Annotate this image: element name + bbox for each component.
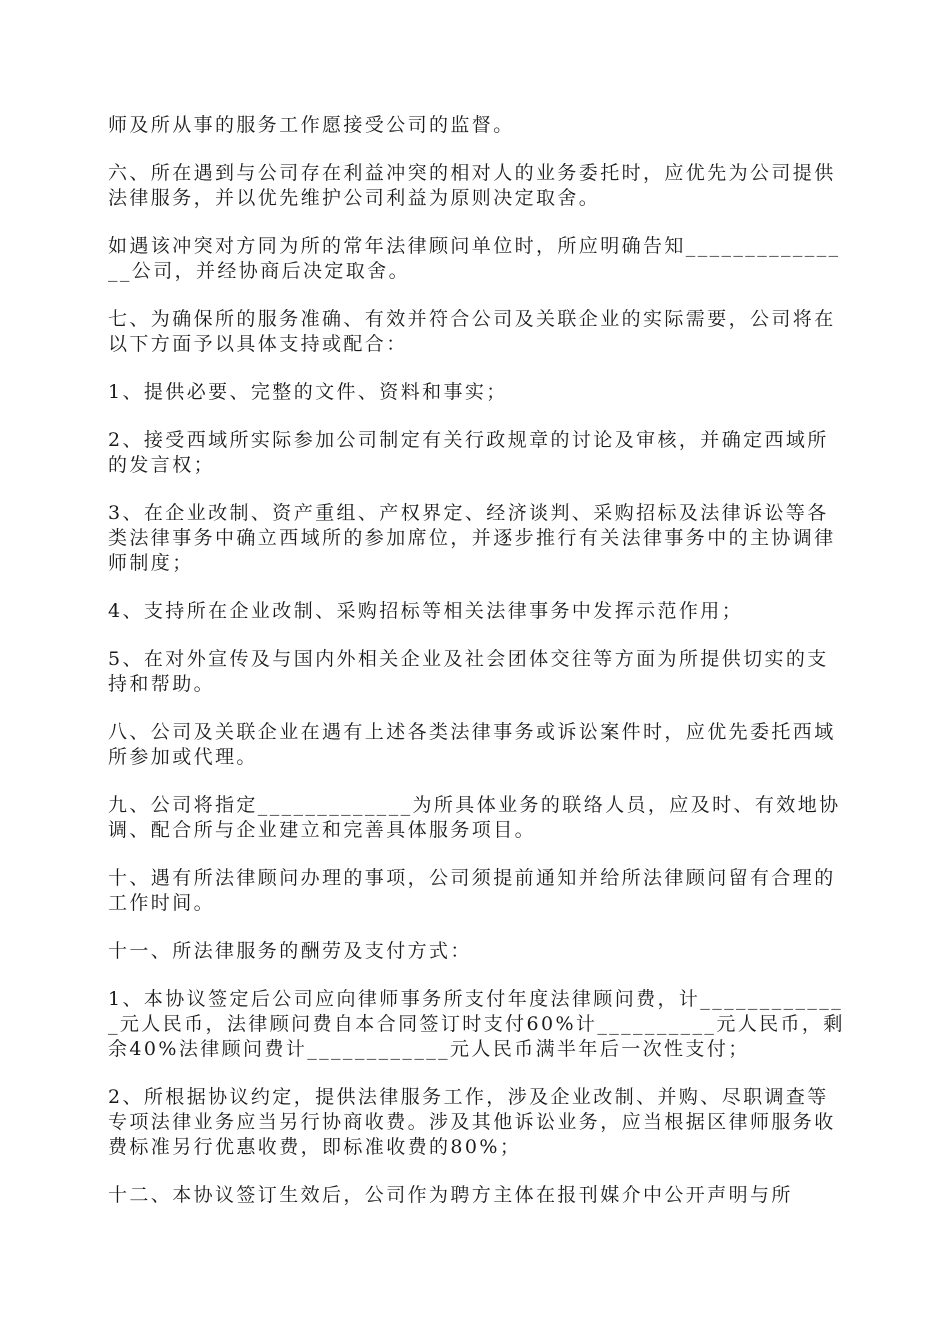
paragraph-clause-7-item-1: 1、提供必要、完整的文件、资料和事实； <box>108 381 508 403</box>
paragraph-clause-8: 八、公司及关联企业在遇有上述各类法律事务或诉讼案件时，应优先委托西域所参加或代理。 <box>108 721 836 768</box>
paragraph-clause-6-conflict: 如遇该冲突对方同为所的常年法律顾问单位时，所应明确告知_______________公司，并经协商后决定取舍。 <box>108 235 841 282</box>
paragraph-clause-7-item-3: 3、在企业改制、资产重组、产权界定、经济谈判、采购招标及法律诉讼等各类法律事务中确立西域所的参加席位，并逐步推行有关法律事务中的主协调律师制度； <box>108 502 836 574</box>
paragraph-clause-7: 七、为确保所的服务准确、有效并符合公司及关联企业的实际需要，公司将在以下方面予以具体支持或配合： <box>108 308 836 355</box>
paragraph-clause-7-item-5: 5、在对外宣传及与国内外相关企业及社会团体交往等方面为所提供切实的支持和帮助。 <box>108 648 829 695</box>
paragraph-clause-6: 六、所在遇到与公司存在利益冲突的相对人的业务委托时，应优先为公司提供法律服务，并以优先维护公司利益为原则决定取舍。 <box>108 162 836 209</box>
paragraph-clause-11-item-2: 2、所根据协议约定，提供法律服务工作，涉及企业改制、并购、尽职调查等专项法律业务应当另行协商收费。涉及其他诉讼业务，应当根据区律师服务收费标准另行优惠收费，即标准收费的80%； <box>108 1086 836 1158</box>
paragraph-clause-9: 九、公司将指定_____________为所具体业务的联络人员，应及时、有效地协调、配合所与企业建立和完善具体服务项目。 <box>108 794 841 841</box>
paragraph-clause-12: 十二、本协议签订生效后，公司作为聘方主体在报刊媒介中公开声明与所 <box>108 1184 793 1206</box>
paragraph-clause-10: 十、遇有所法律顾问办理的事项，公司须提前通知并给所法律顾问留有合理的工作时间。 <box>108 867 836 914</box>
paragraph-continuation: 师及所从事的服务工作愿接受公司的监督。 <box>108 114 515 136</box>
document-page <box>108 113 848 1231</box>
paragraph-clause-11: 十一、所法律服务的酬劳及支付方式： <box>108 940 472 962</box>
paragraph-clause-11-item-1: 1、本协议签定后公司应向律师事务所支付年度法律顾问费，计_____________元人民币，法律顾问费自本合同签订时支付60%计__________元人民币，剩余40%法律顾问费计____________元人民币满半年后一次性支付； <box>108 988 845 1060</box>
paragraph-clause-7-item-4: 4、支持所在企业改制、采购招标等相关法律事务中发挥示范作用； <box>108 600 744 622</box>
paragraph-clause-7-item-2: 2、接受西域所实际参加公司制定有关行政规章的讨论及审核，并确定西域所的发言权； <box>108 429 829 476</box>
